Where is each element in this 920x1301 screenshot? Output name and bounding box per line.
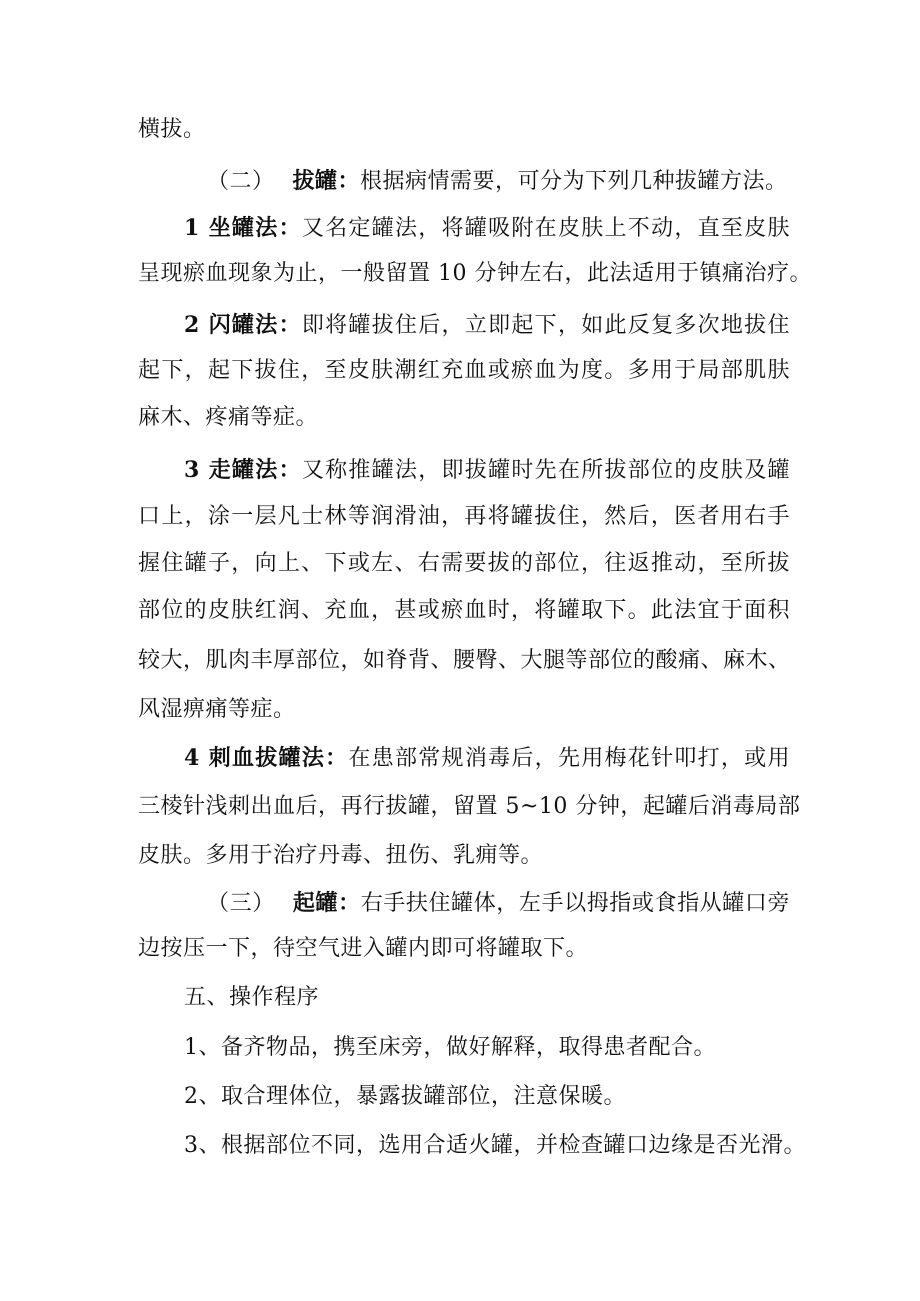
procedure-step: 1、备齐物品，携至床旁，做好解释，取得患者配合。 — [184, 1035, 716, 1060]
paragraph-line: 横拔。 — [138, 117, 206, 142]
section-number: （二） — [207, 169, 275, 194]
paragraph-line: 边按压一下，待空气进入罐内即可将罐取下。 — [138, 936, 589, 961]
section-heading-line — [207, 165, 788, 197]
paragraph-line: 起下，起下拔住，至皮肤潮红充血或瘀血为度。多用于局部肌肤 — [138, 358, 790, 383]
paragraph-line: 较大，肌肉丰厚部位，如脊背、腰臀、大腿等部位的酸痛、麻木、 — [138, 648, 791, 673]
section-title: 拔罐： — [292, 168, 361, 194]
paragraph-line: 部位的皮肤红润、充血，甚或瘀血时，将罐取下。此法宜于面积 — [138, 598, 790, 623]
paragraph-line: 三棱针浅刺出血后，再行拔罐，留置 5~10 分钟，起罐后消毒局部 — [138, 794, 801, 819]
paragraph-line: 口上，涂一层凡士林等润滑油，再将罐拔住，然后，医者用右手 — [138, 504, 790, 529]
method-heading-line — [184, 742, 790, 774]
paragraph-line: 呈现瘀血现象为止，一般留置 10 分钟左右，此法适用于镇痛治疗。 — [138, 261, 812, 286]
method-title: 1 坐罐法： — [184, 215, 302, 241]
method-text: 又称推罐法，即拔罐时先在所拔部位的皮肤及罐 — [301, 458, 790, 483]
paragraph-line: 皮肤。多用于治疗丹毒、扭伤、乳痈等。 — [138, 843, 544, 868]
method-heading-line — [184, 212, 790, 244]
method-text: 即将罐拔住后，立即起下，如此反复多次地拔住 — [301, 313, 790, 338]
method-heading-line — [184, 454, 790, 486]
section-text: 右手扶住罐体，左手以拇指或食指从罐口旁 — [360, 891, 790, 916]
method-title: 2 闪罐法： — [184, 312, 302, 338]
section-number: （三） — [207, 891, 275, 916]
method-heading-line — [184, 309, 790, 341]
paragraph-line: 麻木、疼痛等症。 — [138, 405, 319, 430]
chapter-heading: 五、操作程序 — [184, 985, 320, 1010]
method-title: 3 走罐法： — [184, 457, 302, 483]
section-text: 根据病情需要，可分为下列几种拔罐方法。 — [360, 169, 788, 194]
paragraph-line: 风湿痹痛等症。 — [138, 697, 296, 722]
method-title: 4 刺血拔罐法： — [184, 745, 349, 771]
procedure-step: 2、取合理体位，暴露拔罐部位，注意保暖。 — [184, 1084, 626, 1109]
section-heading-line — [207, 887, 790, 919]
method-text: 又名定罐法，将罐吸附在皮肤上不动，直至皮肤 — [301, 216, 790, 241]
procedure-step: 3、根据部位不同，选用合适火罐，并检查罐口边缘是否光滑。 — [184, 1133, 806, 1158]
paragraph-line: 握住罐子，向上、下或左、右需要拔的部位，往返推动，至所拔 — [138, 551, 790, 576]
method-text: 在患部常规消毒后，先用梅花针叩打，或用 — [348, 746, 790, 771]
section-title: 起罐： — [292, 890, 361, 916]
